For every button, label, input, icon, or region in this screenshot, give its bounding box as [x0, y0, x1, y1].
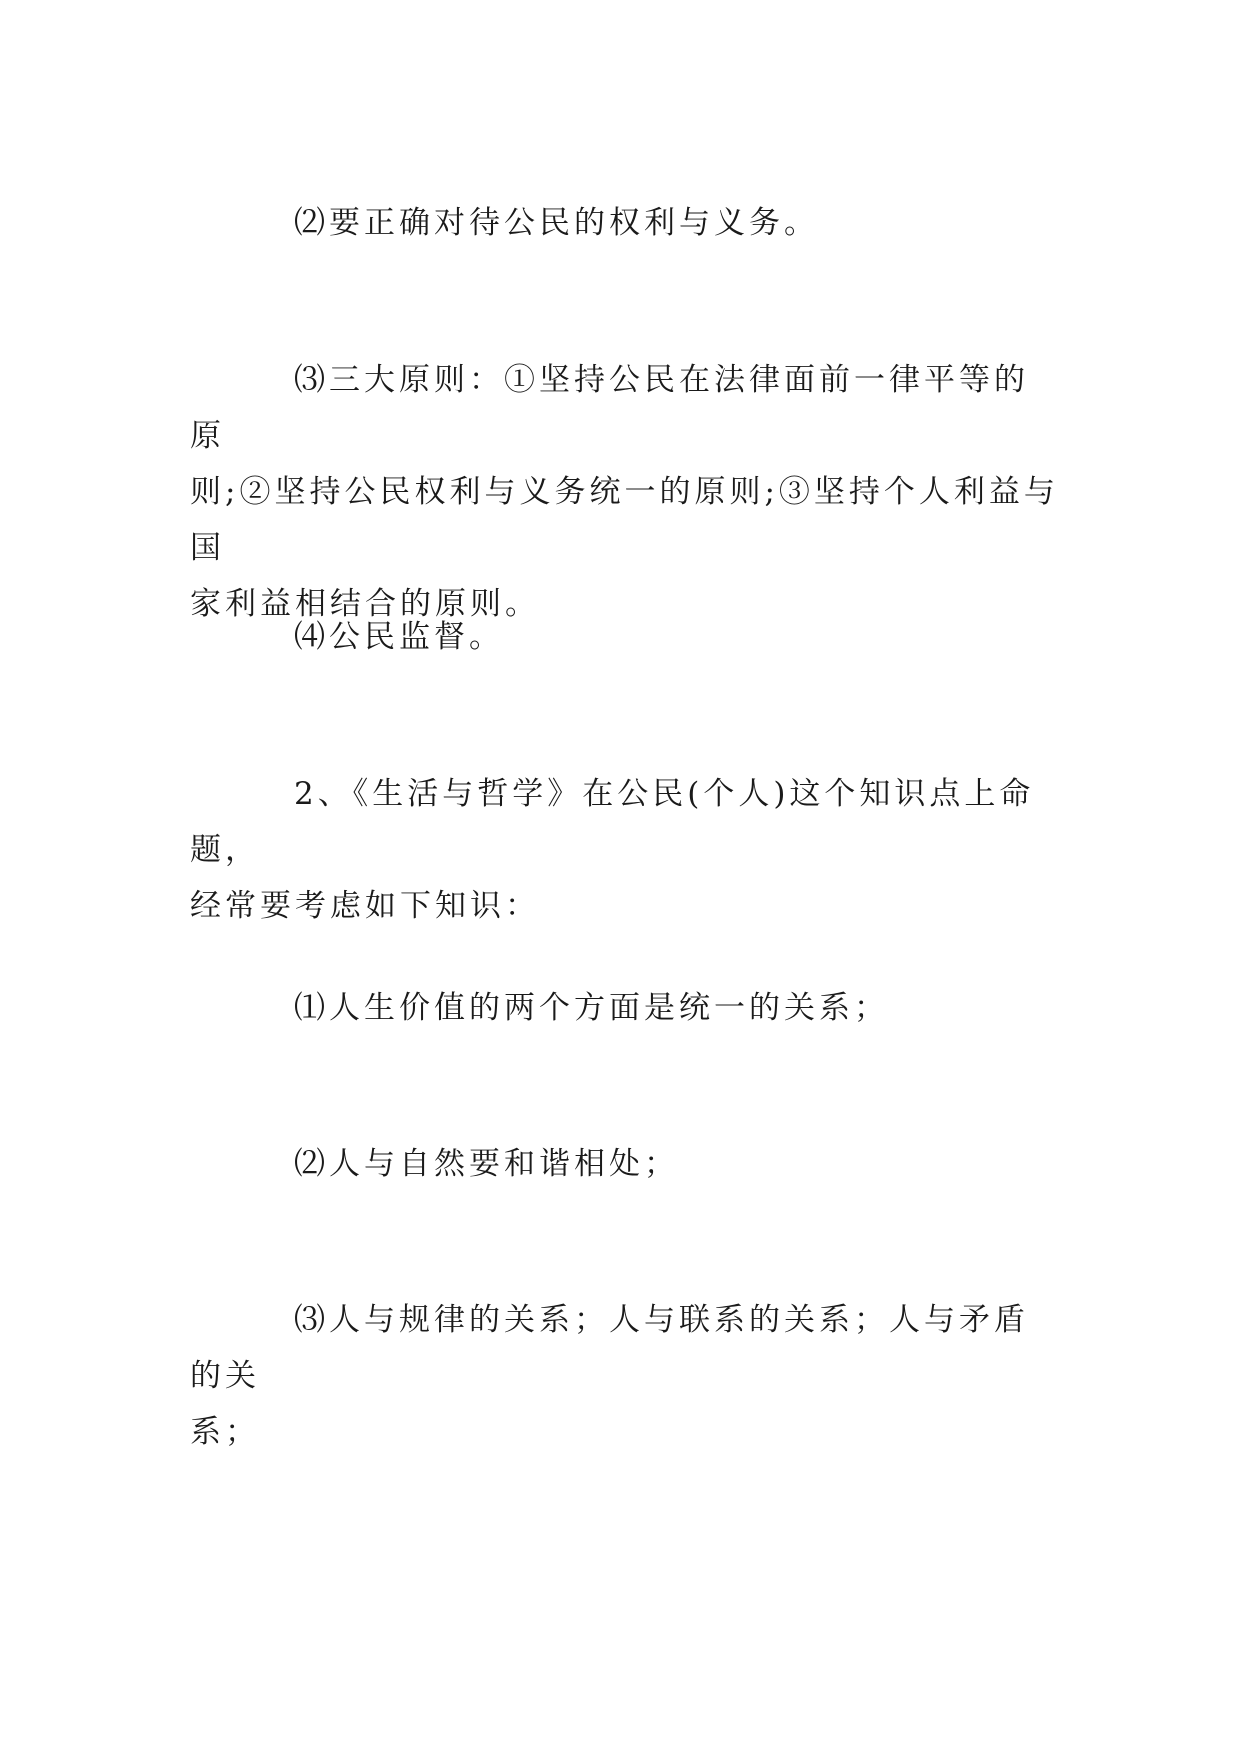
paragraph-line: 系；	[190, 1414, 260, 1450]
paragraph-line: ⑷公民监督。	[294, 619, 504, 655]
paragraph-line: ⑵人与自然要和谐相处；	[294, 1146, 679, 1182]
paragraph-line: 经常要考虑如下知识：	[190, 888, 540, 924]
paragraph-life-value	[190, 980, 1060, 1036]
paragraph-rights-duties	[190, 195, 1060, 251]
paragraph-human-relations	[190, 1292, 1060, 1460]
paragraph-three-principles	[190, 352, 1060, 632]
paragraph-line: ⑵要正确对待公民的权利与义务。	[294, 205, 819, 241]
paragraph-line: ⑴人生价值的两个方面是统一的关系；	[294, 990, 889, 1026]
paragraph-citizen-supervision	[190, 609, 1060, 665]
paragraph-line: ⑶三大原则：①坚持公民在法律面前一律平等的原	[190, 362, 1029, 454]
paragraph-life-and-philosophy	[190, 766, 1060, 934]
paragraph-line: 则;②坚持公民权利与义务统一的原则;③坚持个人利益与国	[190, 474, 1059, 566]
paragraph-human-nature	[190, 1136, 1060, 1192]
paragraph-line: 家利益相结合的原则。	[190, 586, 540, 622]
paragraph-line: ⑶人与规律的关系；人与联系的关系；人与矛盾的关	[190, 1302, 1029, 1394]
paragraph-line: 2、《生活与哲学》在公民(个人)这个知识点上命题，	[190, 776, 1035, 868]
